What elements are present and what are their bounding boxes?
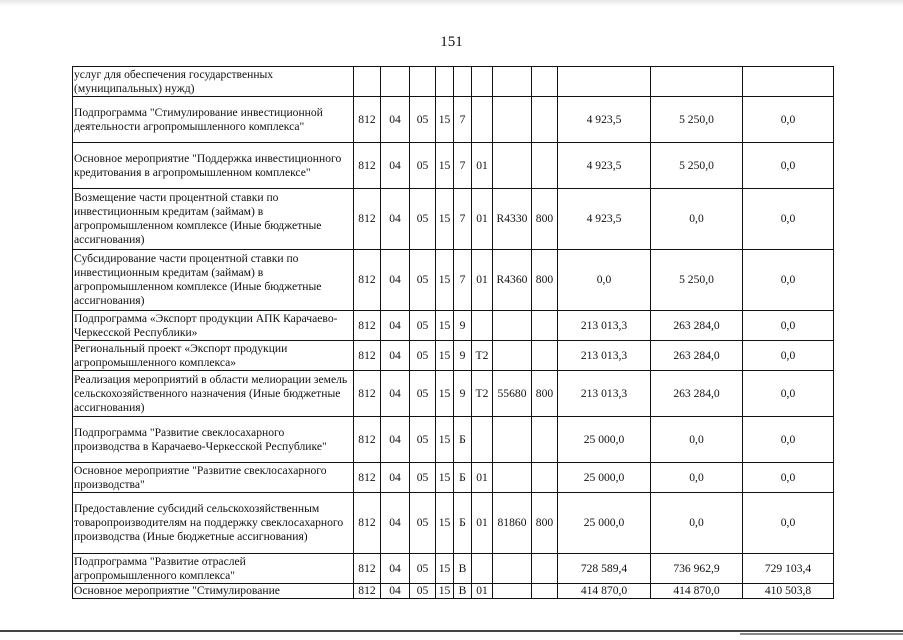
amount-year3-cell: 0,0: [743, 97, 834, 143]
subsection-cell: 05: [410, 341, 436, 371]
admin-code-cell: 812: [354, 143, 381, 189]
amount-year2-cell: 0,0: [651, 463, 743, 493]
direction-cell: [493, 554, 532, 584]
program-cell: 15: [436, 584, 454, 599]
section-cell: 04: [381, 311, 410, 341]
direction-cell: [493, 417, 532, 463]
admin-code-cell: 812: [354, 493, 381, 554]
amount-year1-cell: 213 013,3: [558, 311, 651, 341]
amount-year1-cell: 728 589,4: [558, 554, 651, 584]
subprogram-cell: Б: [454, 417, 472, 463]
event-cell: [472, 554, 493, 584]
subprogram-cell: В: [454, 554, 472, 584]
subprogram-cell: 7: [454, 250, 472, 311]
amount-year2-cell: 263 284,0: [651, 371, 743, 417]
table-row: [73, 97, 834, 143]
program-cell: 15: [436, 463, 454, 493]
subsection-cell: 05: [410, 189, 436, 250]
event-cell: T2: [472, 341, 493, 371]
scan-edge-bottom-shadow: [740, 633, 903, 635]
expense-type-cell: 800: [532, 250, 558, 311]
section-cell: [381, 67, 410, 97]
row-name-cell: Подпрограмма «Экспорт продукции АПК Карачаево-Черкесской Республики»: [73, 311, 354, 341]
subsection-cell: 05: [410, 463, 436, 493]
event-cell: 01: [472, 143, 493, 189]
subsection-cell: 05: [410, 554, 436, 584]
row-name-cell: Основное мероприятие "Поддержка инвестиционного кредитования в агропромышленном комплексе": [73, 143, 354, 189]
section-cell: 04: [381, 250, 410, 311]
amount-year1-cell: 414 870,0: [558, 584, 651, 599]
amount-year3-cell: 0,0: [743, 463, 834, 493]
row-name-cell: Реализация мероприятий в области мелиорации земель сельскохозяйственного назначения (Иные бюджетные ассигнования): [73, 371, 354, 417]
table-row: [73, 371, 834, 417]
admin-code-cell: 812: [354, 250, 381, 311]
amount-year3-cell: 0,0: [743, 311, 834, 341]
admin-code-cell: 812: [354, 554, 381, 584]
event-cell: 01: [472, 250, 493, 311]
subsection-cell: 05: [410, 311, 436, 341]
program-cell: 15: [436, 417, 454, 463]
amount-year1-cell: 213 013,3: [558, 371, 651, 417]
program-cell: 15: [436, 143, 454, 189]
subprogram-cell: 7: [454, 189, 472, 250]
expense-type-cell: 800: [532, 493, 558, 554]
row-name-cell: Подпрограмма "Развитие отраслей агропромышленного комплекса": [73, 554, 354, 584]
amount-year3-cell: 410 503,8: [743, 584, 834, 599]
subprogram-cell: В: [454, 584, 472, 599]
direction-cell: [493, 584, 532, 599]
amount-year2-cell: 0,0: [651, 493, 743, 554]
expense-type-cell: [532, 463, 558, 493]
program-cell: 15: [436, 189, 454, 250]
admin-code-cell: 812: [354, 371, 381, 417]
direction-cell: R4330: [493, 189, 532, 250]
amount-year1-cell: 213 013,3: [558, 341, 651, 371]
admin-code-cell: 812: [354, 417, 381, 463]
expense-type-cell: [532, 341, 558, 371]
scan-edge-top: [0, 0, 903, 6]
row-name-cell: услуг для обеспечения государственных (муниципальных) нужд): [73, 67, 354, 97]
event-cell: T2: [472, 371, 493, 417]
amount-year2-cell: 5 250,0: [651, 97, 743, 143]
subsection-cell: 05: [410, 493, 436, 554]
program-cell: 15: [436, 493, 454, 554]
direction-cell: [493, 143, 532, 189]
program-cell: 15: [436, 554, 454, 584]
amount-year3-cell: 0,0: [743, 371, 834, 417]
row-name-cell: Основное мероприятие "Развитие свеклосахарного производства": [73, 463, 354, 493]
program-cell: 15: [436, 250, 454, 311]
event-cell: 01: [472, 189, 493, 250]
subprogram-cell: 9: [454, 371, 472, 417]
subsection-cell: 05: [410, 584, 436, 599]
section-cell: 04: [381, 554, 410, 584]
table-row: [73, 463, 834, 493]
amount-year1-cell: 4 923,5: [558, 97, 651, 143]
admin-code-cell: 812: [354, 584, 381, 599]
row-name-cell: Подпрограмма "Развитие свеклосахарного производства в Карачаево-Черкесской Республике": [73, 417, 354, 463]
expense-type-cell: [532, 584, 558, 599]
expense-type-cell: [532, 97, 558, 143]
event-cell: [472, 311, 493, 341]
subprogram-cell: 9: [454, 311, 472, 341]
amount-year1-cell: 0,0: [558, 250, 651, 311]
amount-year3-cell: 0,0: [743, 189, 834, 250]
program-cell: 15: [436, 371, 454, 417]
subsection-cell: 05: [410, 417, 436, 463]
expense-type-cell: [532, 67, 558, 97]
budget-table: [72, 66, 834, 599]
table-row: [73, 143, 834, 189]
subsection-cell: 05: [410, 143, 436, 189]
table-row: [73, 493, 834, 554]
amount-year3-cell: 0,0: [743, 417, 834, 463]
expense-type-cell: 800: [532, 371, 558, 417]
table-row: [73, 67, 834, 97]
row-name-cell: Подпрограмма "Стимулирование инвестиционной деятельности агропромышленного комплекса": [73, 97, 354, 143]
subprogram-cell: Б: [454, 463, 472, 493]
table-row: [73, 189, 834, 250]
admin-code-cell: 812: [354, 311, 381, 341]
section-cell: 04: [381, 417, 410, 463]
program-cell: 15: [436, 311, 454, 341]
subprogram-cell: 7: [454, 97, 472, 143]
amount-year1-cell: 4 923,5: [558, 143, 651, 189]
page-number: 151: [440, 34, 463, 50]
program-cell: 15: [436, 97, 454, 143]
amount-year3-cell: 0,0: [743, 250, 834, 311]
event-cell: [472, 417, 493, 463]
subsection-cell: [410, 67, 436, 97]
table-row: [73, 341, 834, 371]
direction-cell: R4360: [493, 250, 532, 311]
table-row: [73, 250, 834, 311]
amount-year3-cell: 0,0: [743, 341, 834, 371]
section-cell: 04: [381, 493, 410, 554]
direction-cell: 81860: [493, 493, 532, 554]
subprogram-cell: 7: [454, 143, 472, 189]
admin-code-cell: 812: [354, 97, 381, 143]
amount-year2-cell: [651, 67, 743, 97]
event-cell: 01: [472, 493, 493, 554]
section-cell: 04: [381, 97, 410, 143]
amount-year1-cell: 4 923,5: [558, 189, 651, 250]
subprogram-cell: [454, 67, 472, 97]
section-cell: 04: [381, 371, 410, 417]
row-name-cell: Основное мероприятие "Стимулирование: [73, 584, 354, 599]
row-name-cell: Возмещение части процентной ставки по инвестиционным кредитам (займам) в агропромышленном комплексе (Иные бюджетные ассигнования): [73, 189, 354, 250]
section-cell: 04: [381, 341, 410, 371]
admin-code-cell: 812: [354, 189, 381, 250]
amount-year3-cell: 729 103,4: [743, 554, 834, 584]
expense-type-cell: 800: [532, 189, 558, 250]
amount-year3-cell: 0,0: [743, 493, 834, 554]
amount-year2-cell: 263 284,0: [651, 311, 743, 341]
section-cell: 04: [381, 463, 410, 493]
amount-year2-cell: 5 250,0: [651, 250, 743, 311]
row-name-cell: Предоставление субсидий сельскохозяйственным товаропроизводителям на поддержку свеклосахарного производства (Иные бюджетные ассигнования): [73, 493, 354, 554]
program-cell: 15: [436, 341, 454, 371]
expense-type-cell: [532, 417, 558, 463]
subsection-cell: 05: [410, 97, 436, 143]
admin-code-cell: 812: [354, 463, 381, 493]
amount-year2-cell: 0,0: [651, 189, 743, 250]
table-row: [73, 554, 834, 584]
subprogram-cell: Б: [454, 493, 472, 554]
expense-type-cell: [532, 143, 558, 189]
section-cell: 04: [381, 189, 410, 250]
row-name-cell: Субсидирование части процентной ставки по инвестиционным кредитам (займам) в агропромышленном комплексе (Иные бюджетные ассигнования): [73, 250, 354, 311]
subsection-cell: 05: [410, 371, 436, 417]
direction-cell: [493, 97, 532, 143]
table-row: [73, 584, 834, 599]
event-cell: 01: [472, 584, 493, 599]
expense-type-cell: [532, 554, 558, 584]
amount-year3-cell: 0,0: [743, 143, 834, 189]
amount-year1-cell: 25 000,0: [558, 463, 651, 493]
subsection-cell: 05: [410, 250, 436, 311]
event-cell: [472, 97, 493, 143]
amount-year2-cell: 0,0: [651, 417, 743, 463]
admin-code-cell: [354, 67, 381, 97]
amount-year3-cell: [743, 67, 834, 97]
event-cell: [472, 67, 493, 97]
direction-cell: [493, 463, 532, 493]
amount-year2-cell: 736 962,9: [651, 554, 743, 584]
table-body: [73, 67, 834, 599]
amount-year1-cell: 25 000,0: [558, 417, 651, 463]
table-row: [73, 417, 834, 463]
admin-code-cell: 812: [354, 341, 381, 371]
amount-year2-cell: 263 284,0: [651, 341, 743, 371]
table-row: [73, 311, 834, 341]
subprogram-cell: 9: [454, 341, 472, 371]
section-cell: 04: [381, 584, 410, 599]
scan-edge-bottom: [0, 630, 903, 632]
event-cell: 01: [472, 463, 493, 493]
section-cell: 04: [381, 143, 410, 189]
amount-year2-cell: 5 250,0: [651, 143, 743, 189]
program-cell: [436, 67, 454, 97]
amount-year1-cell: 25 000,0: [558, 493, 651, 554]
direction-cell: 55680: [493, 371, 532, 417]
amount-year2-cell: 414 870,0: [651, 584, 743, 599]
direction-cell: [493, 341, 532, 371]
direction-cell: [493, 311, 532, 341]
expense-type-cell: [532, 311, 558, 341]
row-name-cell: Региональный проект «Экспорт продукции агропромышленного комплекса»: [73, 341, 354, 371]
direction-cell: [493, 67, 532, 97]
amount-year1-cell: [558, 67, 651, 97]
